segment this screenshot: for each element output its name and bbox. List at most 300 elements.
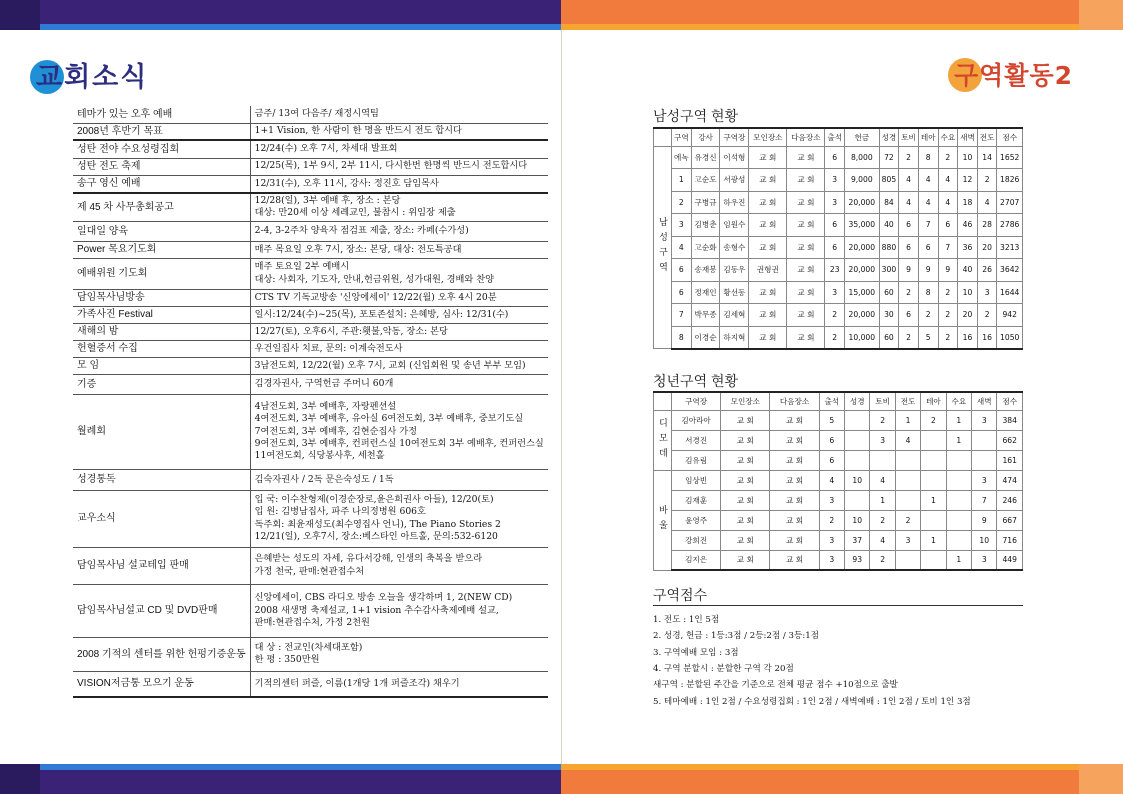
men-table-row — [654, 236, 1023, 259]
youth-table-row — [654, 510, 1023, 530]
news-detail-line: 은혜받는 성도의 자세, 유다서강해, 인생의 축복을 받으라 — [254, 553, 483, 565]
news-row — [73, 637, 548, 671]
men-table-cell: 8 — [672, 326, 692, 349]
men-table-cell: 교 회 — [787, 304, 825, 327]
youth-table-cell: 1 — [921, 530, 946, 550]
news-detail-line: 매주 토요일 2부 예배시 — [254, 261, 350, 273]
news-item-label: 새해의 밤 — [73, 323, 250, 340]
youth-group-label: 디모데 — [654, 410, 672, 470]
youth-table-cell: 교 회 — [770, 510, 819, 530]
youth-table-cell: 교 회 — [721, 450, 770, 470]
youth-table-cell: 1 — [946, 430, 971, 450]
news-row — [73, 469, 548, 490]
top-banner — [0, 0, 1123, 30]
men-table-row — [654, 259, 1023, 282]
men-table-row — [654, 304, 1023, 327]
news-detail-line: 가정 천국, 판매:현관접수처 — [254, 565, 365, 577]
men-header-cell: 새벽 — [958, 128, 978, 146]
men-table-cell: 하우진 — [720, 191, 749, 214]
youth-table-cell: 교 회 — [770, 490, 819, 510]
news-detail-line: 대 상 : 전교인(차세대포함) — [254, 641, 363, 653]
men-table-cell: 9 — [938, 259, 958, 282]
youth-table-cell: 4 — [870, 470, 895, 490]
men-table-cell: 교 회 — [749, 214, 787, 237]
youth-group-label: 바울 — [654, 470, 672, 570]
youth-table-row — [654, 530, 1023, 550]
men-table-cell: 2 — [938, 281, 958, 304]
youth-table-cell: 10 — [972, 530, 997, 550]
youth-header-cell: 성경 — [845, 392, 870, 410]
youth-table-row — [654, 490, 1023, 510]
youth-table-cell: 2 — [870, 510, 895, 530]
men-table-cell: 4 — [899, 191, 919, 214]
news-item-detail — [250, 123, 548, 140]
youth-table-cell: 서경진 — [672, 430, 721, 450]
youth-table-cell: 2 — [921, 410, 946, 430]
youth-header-cell: 다음장소 — [770, 392, 819, 410]
men-table-cell: 6 — [918, 236, 938, 259]
news-detail-line: CTS TV 기독교방송 '신앙에세이' 12/22(월) 오후 4시 20분 — [254, 291, 497, 303]
men-table-row — [654, 281, 1023, 304]
men-table-cell: 6 — [899, 236, 919, 259]
men-table-cell: 교 회 — [749, 191, 787, 214]
youth-table-cell: 2 — [819, 510, 844, 530]
youth-table-cell: 김지은 — [672, 550, 721, 570]
men-table-cell: 이석형 — [720, 146, 749, 169]
men-table-cell: 고순화 — [691, 236, 720, 259]
men-table-cell: 20,000 — [845, 259, 880, 282]
men-table-cell: 3 — [977, 281, 997, 304]
news-detail-line: 김경자권사, 구역헌금 주머니 60개 — [254, 378, 394, 390]
news-detail-line: 1+1 Vision, 한 사람이 한 명을 반드시 전도 합시다 — [254, 125, 462, 137]
news-detail-line: 일시:12/24(수)~25(목), 포토존설치: 은혜방, 심사: 12/31(수) — [254, 308, 509, 320]
news-detail-line: 12/24(수) 오후 7시, 차세대 발표회 — [254, 143, 398, 155]
news-item-label: 담임목사님 설교테입 판매 — [73, 547, 250, 584]
news-detail-line: 2008 새생명 축제설교, 1+1 vision 추수감사축제예배 설교, — [254, 604, 499, 616]
men-table-cell: 2707 — [997, 191, 1023, 214]
men-table-cell: 15,000 — [845, 281, 880, 304]
men-table-cell: 2786 — [997, 214, 1023, 237]
youth-table-cell: 김재훈 — [672, 490, 721, 510]
youth-table-cell: 2 — [870, 550, 895, 570]
men-table-cell: 880 — [879, 236, 899, 259]
men-table-cell: 김동우 — [720, 259, 749, 282]
men-table-row — [654, 214, 1023, 237]
youth-table-cell: 1 — [946, 410, 971, 430]
men-table-cell: 6 — [672, 281, 692, 304]
youth-table-row — [654, 550, 1023, 570]
youth-table-cell: 3 — [870, 430, 895, 450]
youth-table-cell — [946, 490, 971, 510]
men-table-cell: 송형수 — [720, 236, 749, 259]
news-detail-line: 7여전도회, 3부 예배후, 김현순집사 가정 — [254, 425, 417, 437]
men-table-cell: 4 — [672, 236, 692, 259]
men-table-cell: 1 — [672, 169, 692, 192]
men-table-cell: 3642 — [997, 259, 1023, 282]
men-table-cell: 교 회 — [749, 236, 787, 259]
youth-table-cell — [921, 450, 946, 470]
men-table-cell: 임원수 — [720, 214, 749, 237]
youth-table-cell: 246 — [997, 490, 1023, 510]
youth-table-cell: 3 — [819, 550, 844, 570]
men-table-cell: 20 — [958, 304, 978, 327]
men-table-cell: 40 — [879, 214, 899, 237]
men-table-cell: 8 — [918, 146, 938, 169]
news-row — [73, 158, 548, 175]
news-row — [73, 584, 548, 637]
men-table-cell: 2 — [899, 281, 919, 304]
score-rules-list — [653, 612, 971, 710]
men-header-cell: 출석 — [825, 128, 845, 146]
youth-table-cell: 교 회 — [721, 490, 770, 510]
men-table-cell: 2 — [899, 326, 919, 349]
news-item-detail — [250, 637, 548, 671]
news-item-label: 헌혈증서 수집 — [73, 340, 250, 357]
men-table-cell: 7 — [918, 214, 938, 237]
score-rule-line: 4. 구역 분할시 : 분할한 구역 각 20점 — [653, 663, 794, 674]
score-rule-line: 1. 전도 : 1인 5점 — [653, 615, 720, 625]
men-table-cell: 9,000 — [845, 169, 880, 192]
men-table-cell: 4 — [938, 169, 958, 192]
men-table-cell: 고순도 — [691, 169, 720, 192]
news-item-detail — [250, 241, 548, 258]
youth-header-cell: 출석 — [819, 392, 844, 410]
youth-table-cell: 3 — [972, 410, 997, 430]
youth-header-cell: 구역장 — [672, 392, 721, 410]
youth-table-cell: 10 — [845, 470, 870, 490]
news-item-detail — [250, 469, 548, 490]
youth-table-cell: 4 — [870, 530, 895, 550]
youth-header-group-spacer — [654, 392, 672, 410]
youth-table-cell — [895, 470, 920, 490]
men-table-cell: 4 — [918, 191, 938, 214]
men-table-cell: 하지혁 — [720, 326, 749, 349]
youth-table-cell: 교 회 — [721, 470, 770, 490]
men-table-cell: 942 — [997, 304, 1023, 327]
news-item-label: 모 임 — [73, 357, 250, 374]
youth-table-cell: 3 — [819, 490, 844, 510]
news-detail-line: 입 원: 김병남집사, 파주 나의정병원 606호 — [254, 506, 426, 518]
men-table-cell: 1050 — [997, 326, 1023, 349]
youth-table-cell — [895, 490, 920, 510]
news-row — [73, 140, 548, 158]
youth-table-cell: 교 회 — [721, 410, 770, 430]
news-row — [73, 175, 548, 193]
men-table-cell: 6 — [825, 214, 845, 237]
men-table-cell: 교 회 — [749, 146, 787, 169]
men-table-cell: 26 — [977, 259, 997, 282]
news-item-label: 일대일 양육 — [73, 221, 250, 241]
news-detail-line: 2-4, 3-2주차 양육자 점검표 제출, 장소: 카페(수가성) — [254, 225, 469, 237]
news-row — [73, 340, 548, 357]
news-detail-line: 판매:현관접수처, 가정 2천원 — [254, 617, 370, 629]
men-table-cell: 7 — [938, 236, 958, 259]
news-item-label: 담임목사님방송 — [73, 289, 250, 306]
youth-table-cell: 4 — [895, 430, 920, 450]
men-table-cell: 3 — [825, 191, 845, 214]
men-table-row — [654, 326, 1023, 349]
score-rule-line: 2. 성경, 헌금 : 1등:3점 / 2등:2점 / 3등:1점 — [653, 631, 819, 642]
men-table-cell: 교 회 — [787, 236, 825, 259]
men-table-cell: 20,000 — [845, 304, 880, 327]
youth-table-cell: 449 — [997, 550, 1023, 570]
youth-table-cell: 6 — [819, 430, 844, 450]
youth-district-table — [653, 391, 1023, 571]
news-item-detail — [250, 175, 548, 193]
men-table-cell: 4 — [899, 169, 919, 192]
men-table-cell: 23 — [825, 259, 845, 282]
news-detail-line: 독주회: 최윤재성도(최수영집사 언니), The Piano Stories 2 — [254, 518, 501, 530]
men-header-cell: 구역 — [672, 128, 692, 146]
men-section-title: 남성구역 현황 — [653, 108, 739, 124]
news-item-detail — [250, 323, 548, 340]
news-item-detail — [250, 490, 548, 547]
youth-table-cell: 교 회 — [721, 530, 770, 550]
news-detail-line: 9여전도회, 3부 예배후, 컨퍼런스실 10여전도회 3부 예배후, 컨퍼런스실 — [254, 438, 544, 450]
youth-table-cell: 474 — [997, 470, 1023, 490]
news-detail-line: 금주/ 13여 다음주/ 재정시역팀 — [254, 108, 379, 120]
news-item-label: 기증 — [73, 374, 250, 394]
men-table-cell: 20,000 — [845, 191, 880, 214]
men-table-cell: 6 — [899, 304, 919, 327]
news-detail-line: 4남전도회, 3부 예배후, 자랑펜션설 — [254, 400, 397, 412]
page-fold-divider — [561, 30, 562, 764]
right-title-text: 구역활동2 — [954, 61, 1073, 90]
youth-table-cell: 교 회 — [770, 450, 819, 470]
youth-table-cell: 161 — [997, 450, 1023, 470]
youth-table-cell: 93 — [845, 550, 870, 570]
youth-table-cell: 2 — [895, 510, 920, 530]
youth-table-cell: 667 — [997, 510, 1023, 530]
men-table-cell: 2 — [825, 326, 845, 349]
men-table-cell: 권형권 — [749, 259, 787, 282]
men-group-label: 남성구역 — [654, 146, 672, 349]
news-row — [73, 490, 548, 547]
men-header-cell: 모인장소 — [749, 128, 787, 146]
news-detail-line: 신앙에세이, CBS 라디오 방송 오늘을 생각하며 1, 2(NEW CD) — [254, 592, 513, 604]
news-row — [73, 123, 548, 140]
church-news-table — [73, 106, 548, 698]
youth-table-cell — [845, 450, 870, 470]
news-detail-line: 대상: 만20세 이상 세례교인, 불참시 : 위임장 제출 — [254, 207, 456, 219]
men-table-cell: 3 — [825, 169, 845, 192]
men-table-cell: 18 — [958, 191, 978, 214]
men-table-cell: 40 — [958, 259, 978, 282]
men-table-cell: 84 — [879, 191, 899, 214]
youth-table-cell — [921, 510, 946, 530]
youth-table-cell: 662 — [997, 430, 1023, 450]
news-item-detail — [250, 357, 548, 374]
youth-table-cell: 교 회 — [770, 550, 819, 570]
news-item-label: 테마가 있는 오후 예배 — [73, 106, 250, 123]
men-table-cell: 교 회 — [749, 326, 787, 349]
men-table-cell: 6 — [672, 259, 692, 282]
news-item-label: 송구 영신 예배 — [73, 175, 250, 193]
men-table-cell: 9 — [899, 259, 919, 282]
youth-table-cell: 김유림 — [672, 450, 721, 470]
youth-table-cell — [845, 410, 870, 430]
men-table-cell: 30 — [879, 304, 899, 327]
news-item-detail — [250, 158, 548, 175]
men-header-cell: 토비 — [899, 128, 919, 146]
youth-header-cell: 토비 — [870, 392, 895, 410]
news-row — [73, 193, 548, 221]
news-detail-line: 기적의센터 퍼즐, 이름(1개당 1개 퍼즐조각) 채우기 — [254, 677, 460, 689]
news-item-detail — [250, 671, 548, 697]
men-table-cell: 46 — [958, 214, 978, 237]
youth-table-cell: 교 회 — [770, 430, 819, 450]
youth-header-cell: 새벽 — [972, 392, 997, 410]
news-item-label: 2008 기적의 센터를 위한 헌펑기증운동 — [73, 637, 250, 671]
men-table-cell: 20 — [977, 236, 997, 259]
left-title-text: 교회소식 — [36, 61, 149, 93]
news-item-label: 2008년 후반기 목표 — [73, 123, 250, 140]
news-detail-line: 11여전도회, 식당봉사후, 세천홀 — [254, 450, 385, 462]
youth-table-cell: 3 — [895, 530, 920, 550]
youth-table-cell: 교 회 — [721, 550, 770, 570]
news-detail-line: 12/27(토), 오후6시, 주관:횃불,악동, 장소: 본당 — [254, 325, 448, 337]
news-item-detail — [250, 394, 548, 469]
youth-table-cell: 1 — [946, 550, 971, 570]
men-table-cell: 10 — [958, 281, 978, 304]
news-item-detail — [250, 306, 548, 323]
men-header-cell: 강사 — [691, 128, 720, 146]
men-table-cell: 송재봉 — [691, 259, 720, 282]
score-rule-line: 3. 구역예배 모임 : 3점 — [653, 647, 739, 658]
news-row — [73, 289, 548, 306]
right-page-title — [946, 52, 1073, 96]
youth-header-cell: 모인장소 — [721, 392, 770, 410]
men-table-cell: 구병규 — [691, 191, 720, 214]
youth-table-row — [654, 410, 1023, 430]
youth-table-cell — [921, 550, 946, 570]
men-table-cell: 20,000 — [845, 236, 880, 259]
news-item-label: 담임목사님설교 CD 및 DVD판매 — [73, 584, 250, 637]
youth-table-cell — [921, 470, 946, 490]
score-rule-line: 새구역 : 분할된 주간을 기준으로 전체 평균 점수 +10점으로 출발 — [653, 680, 898, 691]
youth-table-cell: 716 — [997, 530, 1023, 550]
men-table-cell: 4 — [938, 191, 958, 214]
men-table-cell: 2 — [672, 191, 692, 214]
men-table-cell: 2 — [825, 304, 845, 327]
youth-table-cell: 교 회 — [721, 430, 770, 450]
news-detail-line: 한 평 : 350만원 — [254, 654, 320, 666]
news-item-label: Power 목요기도회 — [73, 241, 250, 258]
news-detail-line: 4여전도회, 3부 예배후, 유아실 6여전도회, 3부 예배후, 중보기도실 — [254, 413, 524, 425]
men-table-cell: 교 회 — [749, 304, 787, 327]
men-table-cell: 4 — [977, 191, 997, 214]
youth-table-cell: 교 회 — [770, 470, 819, 490]
men-table-cell: 5 — [918, 326, 938, 349]
youth-table-cell: 10 — [845, 510, 870, 530]
men-table-cell: 805 — [879, 169, 899, 192]
youth-table-cell — [845, 490, 870, 510]
news-detail-line: 12/28(일), 3부 예배 후, 장소 : 본당 — [254, 195, 401, 206]
men-table-cell: 4 — [918, 169, 938, 192]
news-item-detail — [250, 547, 548, 584]
men-table-row — [654, 191, 1023, 214]
men-header-cell: 헌금 — [845, 128, 880, 146]
news-item-label: 교우소식 — [73, 490, 250, 547]
news-row — [73, 671, 548, 697]
men-header-cell: 테아 — [918, 128, 938, 146]
youth-section-title: 청년구역 현황 — [653, 373, 739, 389]
news-row — [73, 221, 548, 241]
men-table-cell: 교 회 — [787, 326, 825, 349]
news-row — [73, 323, 548, 340]
news-row — [73, 106, 548, 123]
men-table-cell: 2 — [938, 304, 958, 327]
men-table-cell: 3213 — [997, 236, 1023, 259]
men-table-cell: 2 — [899, 146, 919, 169]
men-header-cell: 구역장 — [720, 128, 749, 146]
men-table-cell: 교 회 — [787, 169, 825, 192]
men-table-cell: 6 — [825, 146, 845, 169]
youth-table-row — [654, 470, 1023, 490]
men-table-cell: 60 — [879, 281, 899, 304]
youth-table-cell: 3 — [972, 470, 997, 490]
men-table-cell: 10 — [958, 146, 978, 169]
youth-table-cell: 7 — [972, 490, 997, 510]
score-rule-line: 5. 테마예배 : 1인 2점 / 수요성령집회 : 1인 2점 / 새벽예배 : 1인 2점 / 토비 1인 3점 — [653, 696, 971, 707]
men-table-cell: 교 회 — [787, 281, 825, 304]
men-table-cell: 3 — [825, 281, 845, 304]
youth-table-cell — [895, 550, 920, 570]
men-table-cell: 10,000 — [845, 326, 880, 349]
youth-table-cell: 37 — [845, 530, 870, 550]
men-table-cell: 교 회 — [787, 146, 825, 169]
youth-table-cell: 2 — [870, 410, 895, 430]
men-table-cell: 6 — [825, 236, 845, 259]
youth-table-row — [654, 450, 1023, 470]
youth-table-cell — [946, 530, 971, 550]
youth-table-cell: 김아라아 — [672, 410, 721, 430]
youth-table-cell: 임상빈 — [672, 470, 721, 490]
men-table-cell: 8 — [918, 281, 938, 304]
news-row — [73, 394, 548, 469]
news-row — [73, 547, 548, 584]
men-table-cell: 1652 — [997, 146, 1023, 169]
men-table-cell: 3 — [672, 214, 692, 237]
news-item-detail — [250, 106, 548, 123]
youth-table-cell: 4 — [819, 470, 844, 490]
news-item-label: 성경통독 — [73, 469, 250, 490]
men-header-cell: 전도 — [977, 128, 997, 146]
men-table-cell: 6 — [899, 214, 919, 237]
youth-table-cell — [946, 470, 971, 490]
men-table-cell: 1644 — [997, 281, 1023, 304]
youth-table-cell — [972, 430, 997, 450]
news-item-detail — [250, 374, 548, 394]
news-item-label: 성탄 전야 수요성령집회 — [73, 140, 250, 158]
youth-table-cell: 교 회 — [721, 510, 770, 530]
men-table-cell: 에녹 — [672, 146, 692, 169]
youth-table-cell — [845, 430, 870, 450]
men-table-cell: 교 회 — [787, 259, 825, 282]
youth-table-cell: 1 — [895, 410, 920, 430]
news-item-detail — [250, 340, 548, 357]
news-detail-line: 김숙자권사 / 2독 문은숙성도 / 1독 — [254, 473, 394, 485]
men-table-cell: 2 — [938, 146, 958, 169]
men-table-cell: 교 회 — [749, 169, 787, 192]
men-table-cell: 2 — [918, 304, 938, 327]
men-district-table — [653, 127, 1023, 350]
news-item-label: 가족사진 Festival — [73, 306, 250, 323]
youth-table-cell: 강희진 — [672, 530, 721, 550]
news-detail-line: 매주 목요일 오후 7시, 장소: 본당, 대상: 전도특공대 — [254, 243, 462, 255]
youth-table-cell — [921, 430, 946, 450]
youth-table-cell — [895, 450, 920, 470]
